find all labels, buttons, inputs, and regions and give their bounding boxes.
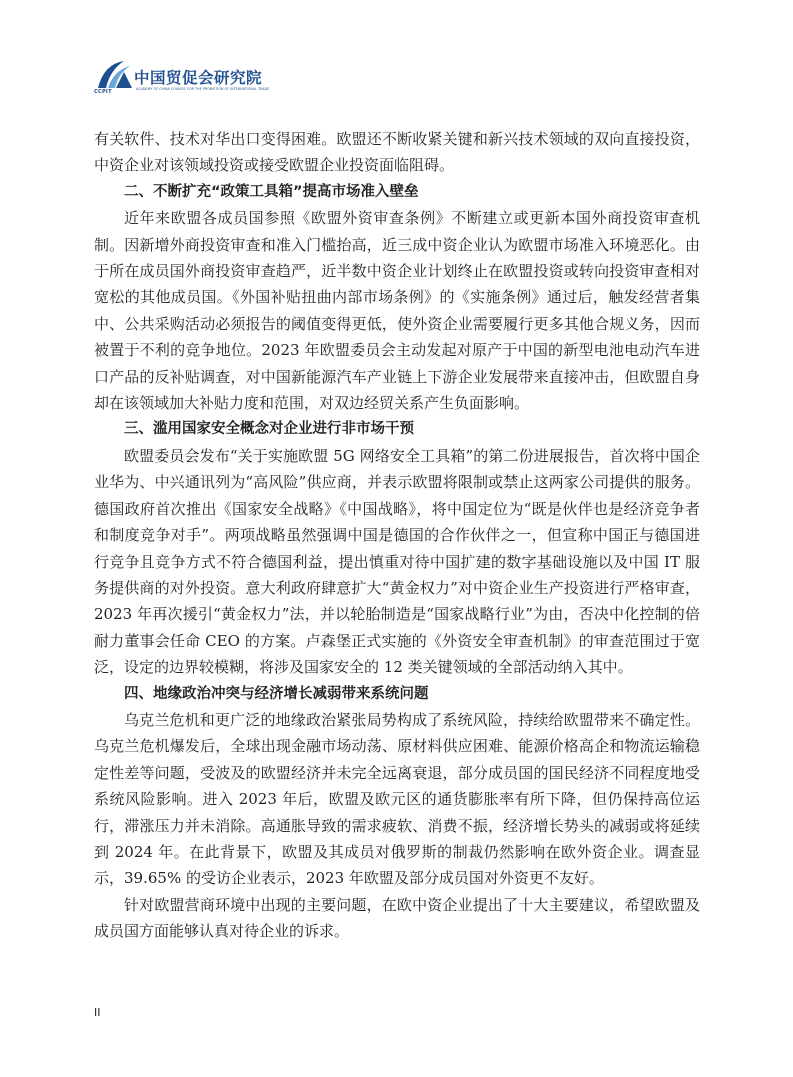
- header: [94, 58, 314, 98]
- org-name: 中国贸促会研究院: [134, 68, 263, 87]
- paragraph: 近年来欧盟各成员国参照《欧盟外资审查条例》不断建立或更新本国外商投资审查机制。因新增外商投资审查和准入门槛抬高，近三成中资企业认为欧盟市场准入环境恶化。由于所在成员国外商投资审查趋严，近半数中资企业计划终止在欧盟投资或转向投资审查相对宽松的其他成员国。《外国补贴扭曲内部市场条例》的《实施条例》通过后，触发经营者集中、公共采购活动必须报告的阈值变得更低，使外资企业需要履行更多其他合规义务，因而被置于不利的竞争地位。2023 年欧盟委员会主动发起对原产于中国的新型电池电动汽车进口产品的反补贴调查，对中国新能源汽车产业链上下游企业发展带来直接冲击，但欧盟自身却在该领域加大补贴力度和范围，对双边经贸关系产生负面影响。: [94, 209, 700, 413]
- page-number: II: [94, 1006, 101, 1019]
- section-heading: 四、地缘政治冲突与经济增长减弱带来系统问题: [124, 685, 429, 702]
- document-body: [94, 126, 700, 945]
- paragraph: 有关软件、技术对华出口变得困难。欧盟还不断收紧关键和新兴技术领域的双向直接投资，中资企业对该领域投资或接受欧盟企业投资面临阻碍。: [94, 130, 700, 175]
- section-heading: 三、滥用国家安全概念对企业进行非市场干预: [124, 421, 414, 438]
- paragraph: 乌克兰危机和更广泛的地缘政治紧张局势构成了系统风险，持续给欧盟带来不确定性。乌克兰危机爆发后，全球出现金融市场动荡、原材料供应困难、能源价格高企和物流运输稳定性差等问题，受波及的欧盟经济并未完全远离衰退，部分成员国的国民经济不同程度地受系统风险影响。进入 2023 年后，欧盟及欧元区的通货膨胀率有所下降，但仍保持高位运行，滞涨压力并未消除。高通胀导致的需求疲软、消费不振，经济增长势头的减弱或将延续到 2024 年。在此背景下，欧盟及其成员对俄罗斯的制裁仍然影响在欧外资企业。调查显示，39.65% 的受访企业表示，2023 年欧盟及部分成员国对外资更不友好。: [94, 710, 700, 888]
- paragraph: 针对欧盟营商环境中出现的主要问题，在欧中资企业提出了十大主要建议，希望欧盟及成员国方面能够认真对待企业的诉求。: [94, 895, 700, 941]
- org-abbreviation: CCPIT: [94, 89, 112, 95]
- paragraph: 欧盟委员会发布“关于实施欧盟 5G 网络安全工具箱”的第二份进展报告，首次将中国企业华为、中兴通讯列为“高风险”供应商，并表示欧盟将限制或禁止这两家公司提供的服务。德国政府首次推出《国家安全战略》《中国战略》，将中国定位为“既是伙伴也是经济竞争者和制度竞争对手”。两项战略虽然强调中国是德国的合作伙伴之一，但宣称中国正与德国进行竞争且竞争方式不符合德国利益，提出慎重对待中国扩建的数字基础设施以及中国 IT 服务提供商的对外投资。意大利政府肆意扩大“黄金权力”对中资企业生产投资进行严格审查，2023 年再次援引“黄金权力”法，并以轮胎制造是“国家战略行业”为由，否决中化控制的倍耐力董事会任命 CEO 的方案。卢森堡正式实施的《外资安全审查机制》的审查范围过于宽泛，设定的边界较模糊，将涉及国家安全的 12 类关键领域的全部活动纳入其中。: [94, 446, 700, 677]
- org-subtitle: ACADEMY OF CHINA COUNCIL FOR THE PROMOTION OF INTERNATIONAL TRADE: [136, 87, 270, 91]
- section-heading: 二、不断扩充“政策工具箱”提高市场准入壁垒: [124, 183, 419, 200]
